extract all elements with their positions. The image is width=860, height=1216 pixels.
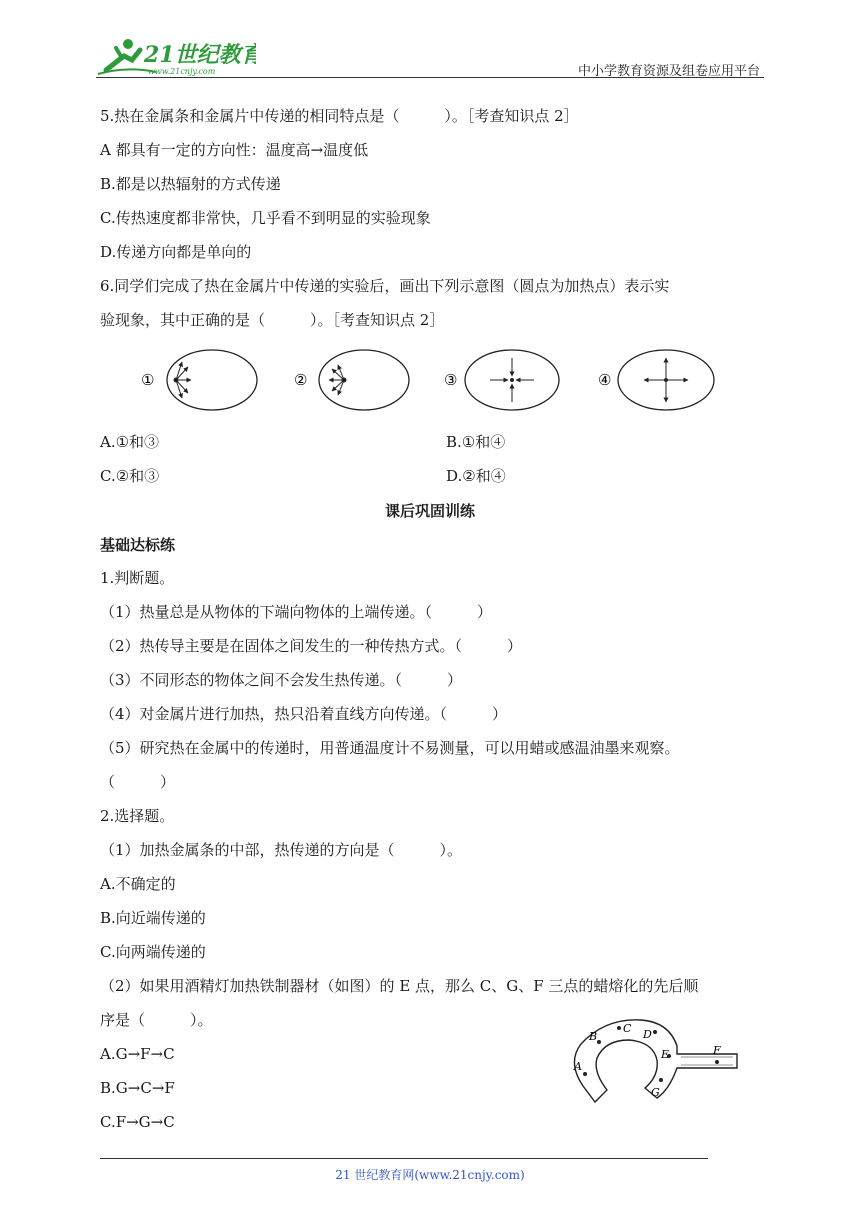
point-a: A	[574, 1060, 582, 1073]
judge-item-4: （4）对金属片进行加热，热只沿着直线方向传递。（ ）	[100, 705, 508, 723]
choice-q1-option-c: C.向两端传递的	[100, 943, 206, 961]
point-d: D	[643, 1028, 652, 1041]
figure-3	[444, 350, 559, 410]
q6-option-b: B.①和④	[446, 433, 506, 451]
q6-stem-line1: 6.同学们完成了热在金属片中传递的实验后，画出下列示意图（圆点为加热点）表示实	[100, 277, 670, 295]
site-logo	[96, 36, 256, 78]
judge-title: 1.判断题。	[100, 569, 175, 587]
q6-figure	[136, 345, 726, 415]
choice-q1-option-b: B.向近端传递的	[100, 909, 206, 927]
logo-text: 21世纪教育	[144, 42, 256, 68]
choice-title: 2.选择题。	[100, 807, 175, 825]
footer-text[interactable]: 21 世纪教育网(www.21cnjy.com)	[335, 1168, 525, 1182]
figure-2	[294, 350, 409, 410]
figure-label-4: ④	[598, 371, 612, 389]
point-e: E	[661, 1048, 670, 1061]
point-b: B	[589, 1030, 598, 1043]
judge-item-5: （5）研究热在金属中的传递时，用普通温度计不易测量，可以用蜡或感温油墨来观察。	[100, 739, 680, 757]
q5-option-c: C.传热速度都非常快，几乎看不到明显的实验现象	[100, 209, 431, 227]
logo-url: www.21cnjy.com	[148, 67, 216, 76]
judge-item-2: （2）热传导主要是在固体之间发生的一种传热方式。（ ）	[100, 637, 523, 655]
figure-1	[141, 350, 257, 410]
section-subtitle: 基础达标练	[100, 536, 176, 554]
figure-label-2: ②	[294, 371, 308, 389]
platform-name: 中小学教育资源及组卷应用平台	[577, 64, 760, 79]
q5-stem: 5.热在金属条和金属片中传递的相同特点是（ ）。［考查知识点 2］	[100, 107, 579, 125]
choice-q2-option-c: C.F→G→C	[100, 1113, 175, 1131]
q5-option-d: D.传递方向都是单向的	[100, 243, 252, 261]
horseshoe-figure	[565, 1016, 745, 1108]
q5-option-b: B.都是以热辐射的方式传递	[100, 175, 281, 193]
choice-q2-option-b: B.G→C→F	[100, 1079, 175, 1097]
judge-item-3: （3）不同形态的物体之间不会发生热传递。（ ）	[100, 671, 463, 689]
judge-item-5-blank: （ ）	[100, 773, 176, 791]
point-g: G	[651, 1086, 660, 1099]
figure-label-1: ①	[141, 371, 155, 389]
q6-option-c: C.②和③	[100, 467, 160, 485]
choice-q2-stem-line1: （2）如果用酒精灯加热铁制器材（如图）的 E 点，那么 C、G、F 三点的蜡熔化的先后顺	[100, 977, 699, 995]
q6-option-d: D.②和④	[446, 467, 506, 485]
choice-q2-stem-line2: 序是（ ）。	[100, 1011, 213, 1029]
figure-4	[598, 350, 714, 410]
point-f: F	[713, 1044, 721, 1057]
q6-option-a: A.①和③	[100, 433, 160, 451]
footer-divider	[100, 1158, 708, 1159]
choice-q1-option-a: A.不确定的	[100, 875, 176, 893]
header-divider	[96, 77, 764, 78]
judge-item-1: （1）热量总是从物体的下端向物体的上端传递。（ ）	[100, 603, 493, 621]
choice-q1-stem: （1）加热金属条的中部，热传递的方向是（ ）。	[100, 841, 463, 859]
figure-label-3: ③	[444, 371, 458, 389]
q6-stem-line2: 验现象，其中正确的是（ ）。［考查知识点 2］	[100, 311, 445, 329]
choice-q2-option-a: A.G→F→C	[100, 1045, 175, 1063]
section-title: 课后巩固训练	[384, 502, 475, 520]
point-c: C	[623, 1022, 632, 1035]
q5-option-a: A 都具有一定的方向性：温度高→温度低	[100, 141, 369, 159]
